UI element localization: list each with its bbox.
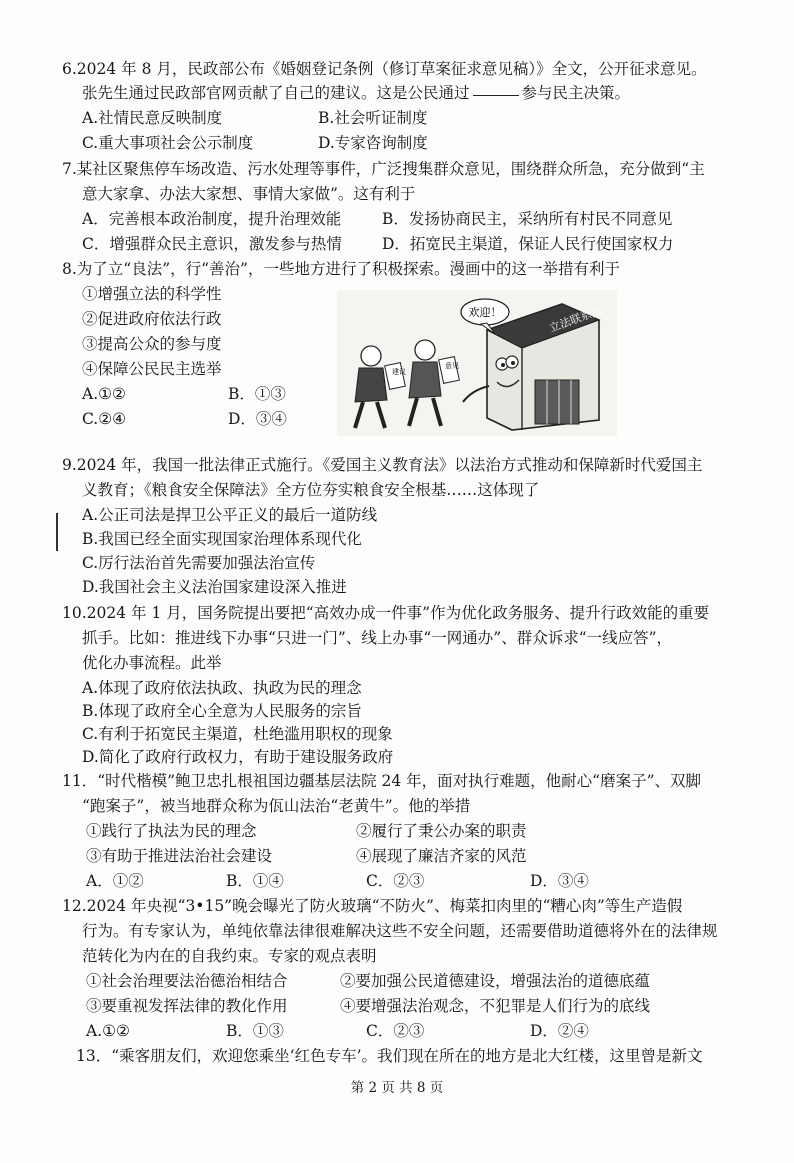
- document-label-2: 意见: [445, 362, 459, 370]
- q11-statement-1: ①践行了执法为民的理念: [86, 822, 257, 840]
- q12-option-b: B．①③: [226, 1022, 284, 1040]
- document-label-1: 建议: [392, 368, 406, 376]
- q12-option-d: D．②④: [530, 1022, 589, 1040]
- q10-option-a: A.体现了政府依法执政、执政为民的理念: [82, 679, 362, 697]
- page-number-footer: 第 2 页 共 8 页: [350, 1080, 444, 1096]
- q8-option-a: A.①②: [82, 385, 126, 403]
- q12-statement-4: ④要增强法治观念，不犯罪是人们行为的底线: [340, 997, 651, 1015]
- q11-statement-2: ②履行了秉公办案的职责: [356, 822, 527, 840]
- q9-option-d: D.我国社会主义法治国家建设深入推进: [82, 578, 347, 596]
- q12-option-c: C．②③: [366, 1022, 425, 1040]
- q8-option-d: D．③④: [228, 410, 287, 428]
- q10-stem-line3: 优化办事流程。此举: [82, 654, 222, 672]
- answer-blank: [473, 95, 519, 96]
- q11-statement-3: ③有助于推进法治社会建设: [86, 847, 273, 865]
- q8-option-c: C.②④: [82, 410, 127, 428]
- q7-option-d: D．拓宽民主渠道，保证人民行使国家权力: [382, 235, 674, 253]
- q6-option-c: C.重大事项社会公示制度: [82, 134, 254, 152]
- q10-stem-line1: 10.2024 年 1 月，国务院提出要把“高效办成一件事”作为优化政务服务、提升行政效能的重要: [62, 604, 710, 622]
- q11-option-b: B．①④: [226, 872, 284, 890]
- q8-stem: 8.为了立“良法”，行“善治”，一些地方进行了积极探索。漫画中的这一举措有利于: [62, 260, 620, 278]
- q10-option-c: C.有利于拓宽民主渠道，杜绝滥用职权的现象: [82, 725, 393, 743]
- q9-option-a: A.公正司法是捍卫公平正义的最后一道防线: [82, 506, 378, 524]
- legislation-cartoon: [337, 290, 617, 436]
- q9-stem-line1: 9.2024 年，我国一批法律正式施行。《爱国主义教育法》以法治方式推动和保障新时代爱国主: [62, 456, 703, 474]
- q6-stem-line2: [82, 82, 630, 104]
- q6-stem-line2b: 参与民主决策。: [521, 84, 631, 102]
- q12-statement-1: ①社会治理要法治德治相结合: [86, 972, 288, 990]
- q11-option-c: C．②③: [366, 872, 425, 890]
- q6-option-a: A.社情民意反映制度: [82, 109, 223, 127]
- q12-option-a: A.①②: [86, 1022, 130, 1040]
- q8-statement-3: ③提高公众的参与度: [82, 335, 222, 353]
- q10-option-d: D.简化了政府行政权力，有助于建设服务政府: [82, 748, 394, 766]
- q10-stem-line2: 抓手。比如：推进线下办事“只进一门”、线上办事“一网通办”、群众诉求“一线应答”，: [82, 629, 673, 647]
- q8-statement-4: ④保障公民民主选举: [82, 360, 222, 378]
- q7-stem-line2: 意大家拿、办法大家想、事情大家做”。这有利于: [82, 185, 416, 203]
- q9-option-c: C.厉行法治首先需要加强法治宣传: [82, 554, 316, 572]
- q6-option-d: D.专家咨询制度: [318, 134, 428, 152]
- q12-statement-2: ②要加强公民道德建设，增强法治的道德底蕴: [340, 972, 651, 990]
- building-sign: 立法联系点: [547, 303, 604, 335]
- margin-pen-mark: [56, 513, 58, 551]
- q6-option-b: B.社会听证制度: [318, 109, 428, 127]
- q12-stem-line2: 行为。有专家认为，单纯依靠法律很难解决这些不安全问题，还需要借助道德将外在的法律规: [82, 922, 718, 940]
- q8-option-b: B．①③: [228, 385, 286, 403]
- q13-stem-line1: 13．“乘客朋友们，欢迎您乘坐‘红色专车’。我们现在所在的地方是北大红楼，这里曾是新文: [76, 1047, 703, 1065]
- q11-option-d: D．③④: [530, 872, 589, 890]
- q6-stem-line2a: 张先生通过民政部官网贡献了自己的建议。这是公民通过: [82, 84, 470, 102]
- q7-stem-line1: 7.某社区聚焦停车场改造、污水处理等事件，广泛搜集群众意见，围绕群众所急，充分做到“主: [62, 160, 705, 178]
- bubble-text: 欢迎！: [468, 306, 502, 319]
- q11-option-a: A．①②: [86, 872, 144, 890]
- q11-stem-line2: “跑案子”，被当地群众称为佤山法治“老黄牛”。他的举措: [82, 797, 471, 815]
- q7-option-c: C．增强群众民主意识，激发参与热情: [82, 235, 342, 253]
- q12-stem-line1: 12.2024 年央视“3•15”晚会曝光了防火玻璃“不防火”、梅菜扣肉里的“糟心肉”等生产造假: [62, 897, 683, 915]
- q9-stem-line2: 义教育；《粮食安全保障法》全方位夯实粮食安全根基……这体现了: [82, 481, 540, 499]
- q7-option-b: B．发扬协商民主，采纳所有村民不同意见: [382, 210, 673, 228]
- q11-stem-line1: 11．“时代楷模”鲍卫忠扎根祖国边疆基层法院 24 年，面对执行难题，他耐心“磨案子”、双脚: [62, 772, 701, 790]
- q10-option-b: B.体现了政府全心全意为人民服务的宗旨: [82, 702, 362, 720]
- q7-option-a: A．完善根本政治制度，提升治理效能: [82, 210, 342, 228]
- q8-statement-1: ①增强立法的科学性: [82, 285, 222, 303]
- q12-stem-line3: 范转化为内在的自我约束。专家的观点表明: [82, 947, 377, 965]
- q9-option-b: B.我国已经全面实现国家治理体系现代化: [82, 530, 362, 548]
- q6-stem-line1: 6.2024 年 8 月，民政部公布《婚姻登记条例（修订草案征求意见稿）》全文，公开征求意见。: [62, 60, 707, 78]
- q12-statement-3: ③要重视发挥法律的教化作用: [86, 997, 288, 1015]
- q8-statement-2: ②促进政府依法行政: [82, 310, 222, 328]
- q11-statement-4: ④展现了廉洁齐家的风范: [356, 847, 527, 865]
